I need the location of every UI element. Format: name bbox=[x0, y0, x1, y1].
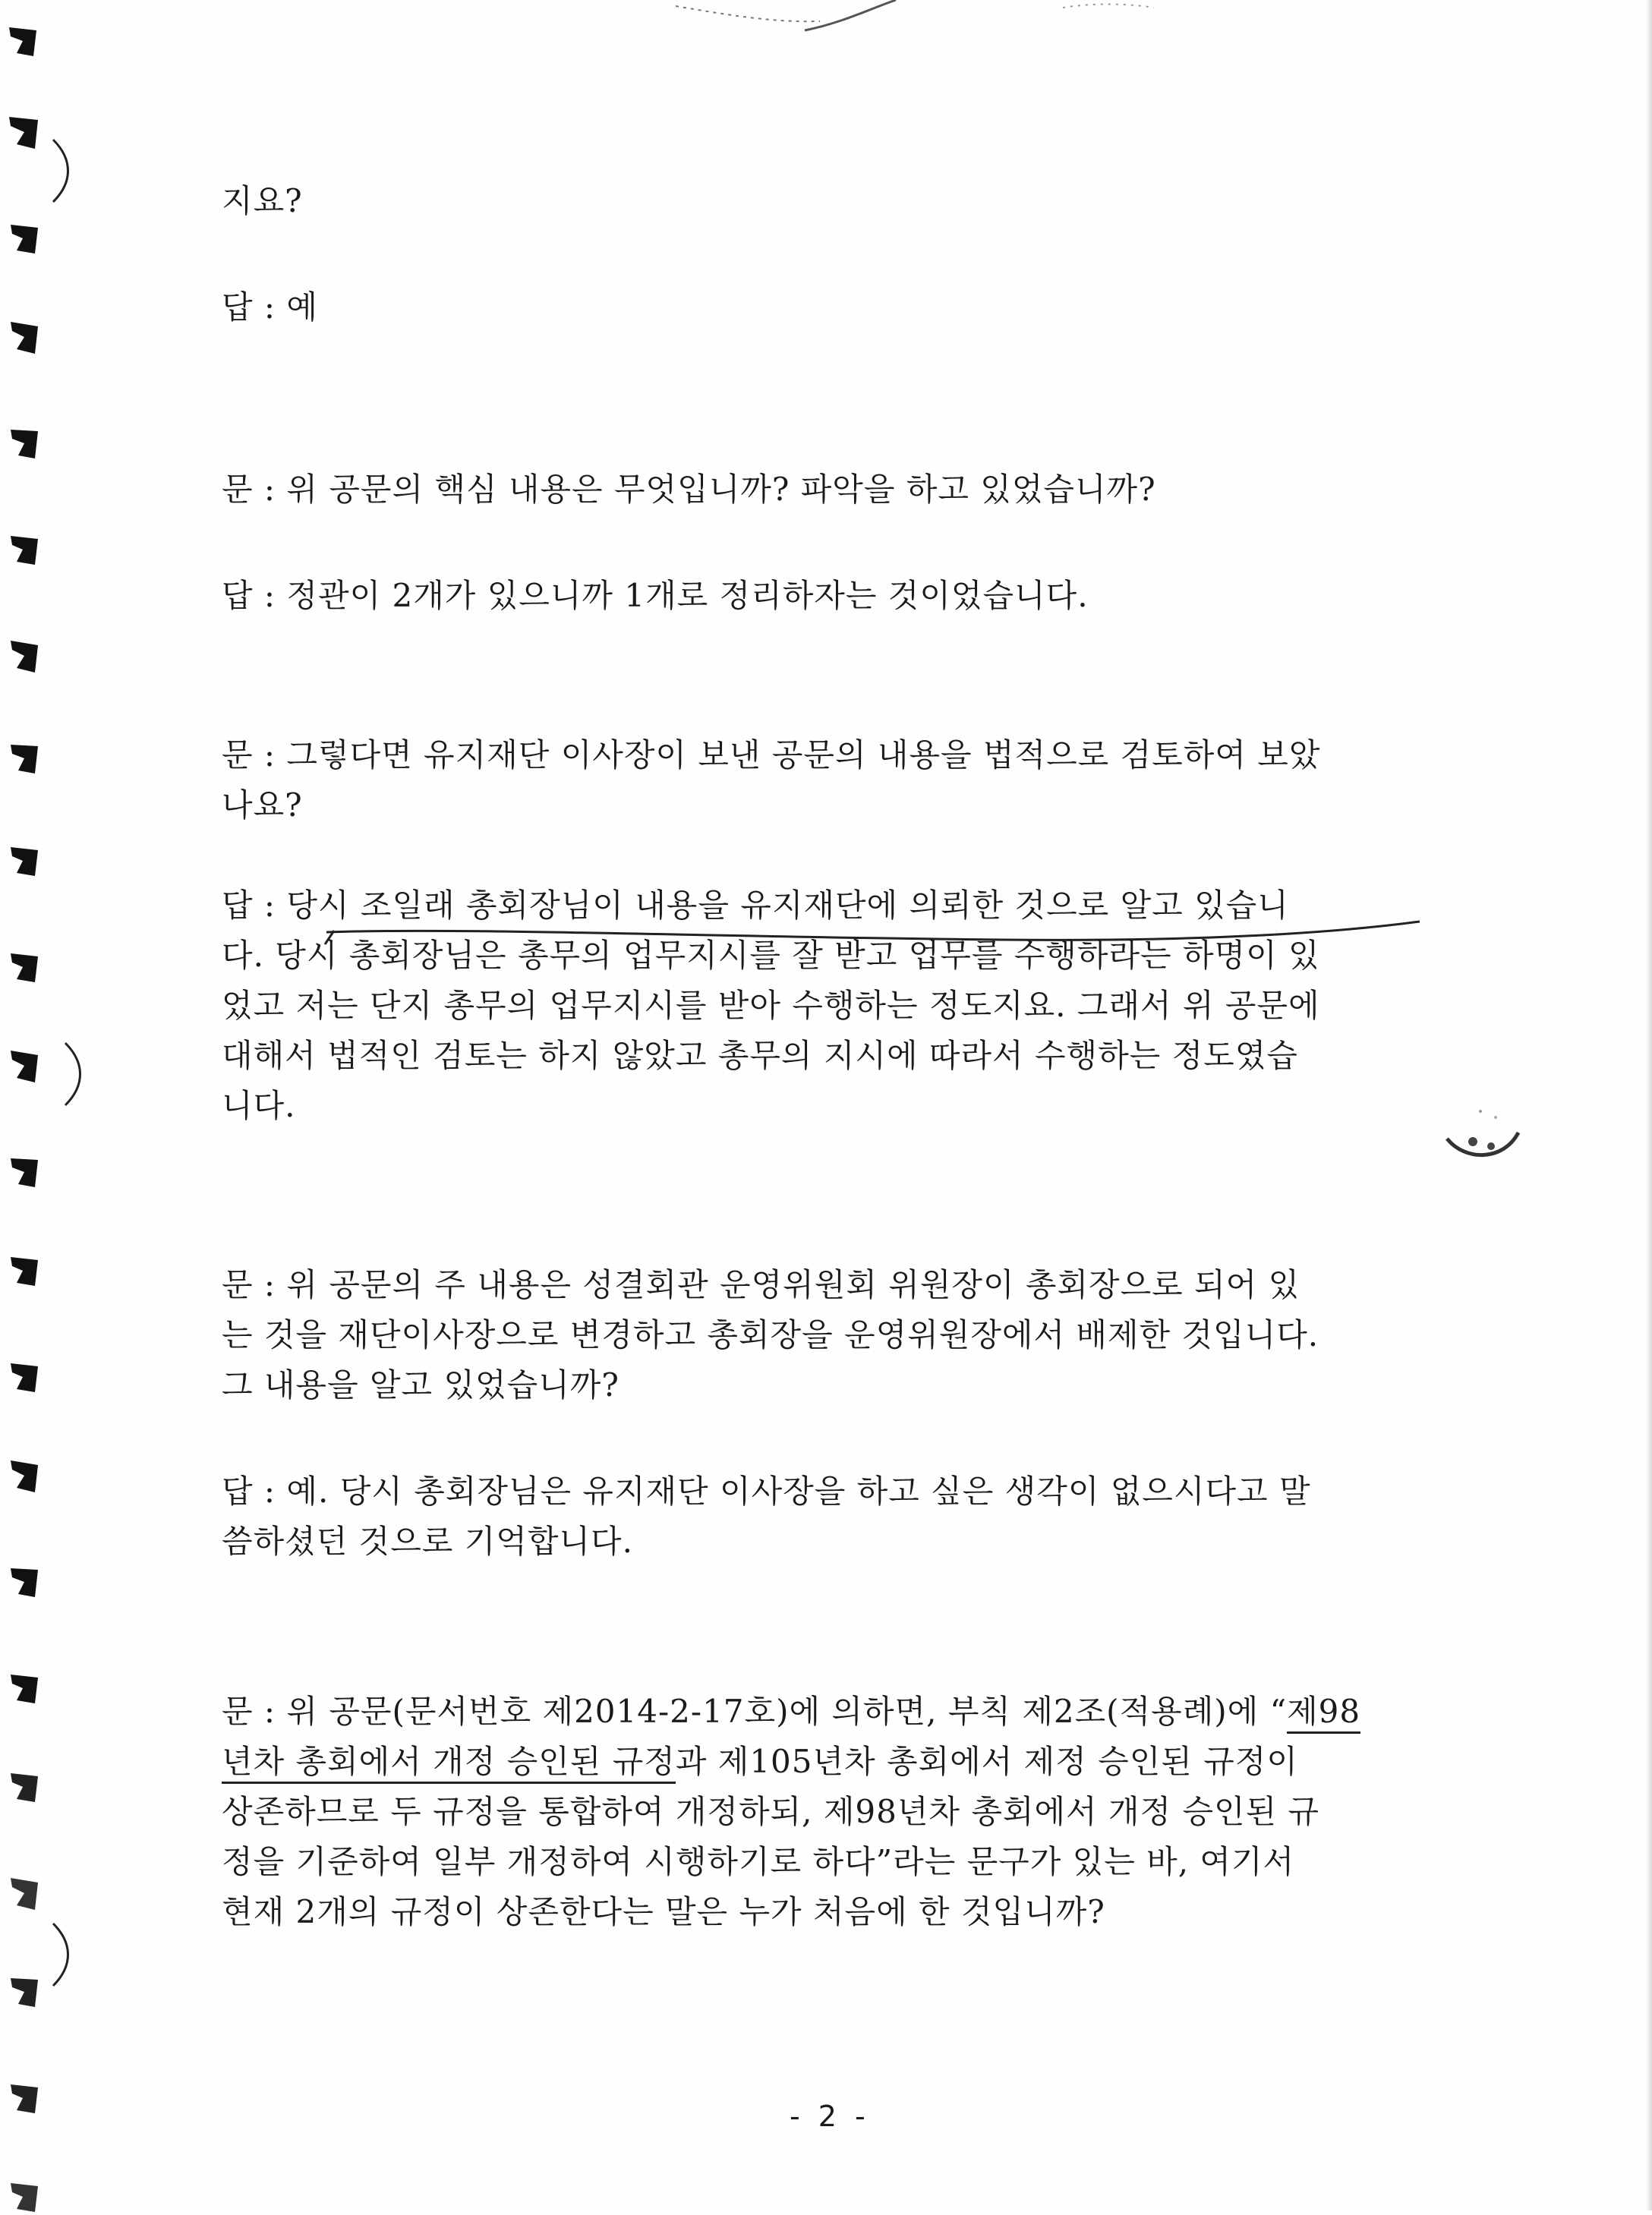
text-line: 정을 기준하여 일부 개정하여 시행하기로 하다”라는 문구가 있는 바, 여기서 bbox=[222, 1843, 1295, 1880]
text-line: 는 것을 재단이사장으로 변경하고 총회장을 운영위원장에서 배제한 것입니다. bbox=[222, 1316, 1319, 1353]
binding-hole-mark bbox=[6, 843, 50, 879]
text-line: 상존하므로 두 규정을 통합하여 개정하되, 제98년차 총회에서 개정 승인된 규 bbox=[222, 1793, 1320, 1830]
binding-hole-mark bbox=[6, 319, 50, 355]
answer-block bbox=[222, 282, 1421, 332]
binding-hole-mark bbox=[6, 1457, 50, 1494]
binding-hole-mark bbox=[6, 23, 50, 59]
binding-hole-mark bbox=[6, 1048, 50, 1084]
binding-hole-mark bbox=[6, 1564, 50, 1600]
page-number: - 2 - bbox=[790, 2100, 870, 2133]
answer-block bbox=[222, 571, 1421, 621]
binding-hole-mark bbox=[6, 2179, 50, 2215]
binding-hole-mark bbox=[6, 220, 50, 257]
binding-hole-mark bbox=[6, 1670, 50, 1706]
qa-block bbox=[222, 176, 1421, 226]
scribble-mark bbox=[668, 0, 1215, 38]
binding-hole-mark bbox=[6, 114, 50, 150]
text-segment: 과 제105년차 총회에서 제정 승인된 규정이 bbox=[675, 1743, 1298, 1780]
text-line: 현재 2개의 규정이 상존한다는 말은 누가 처음에 한 것입니까? bbox=[222, 1893, 1105, 1930]
text-line bbox=[222, 1687, 1421, 1737]
binding-hole-mark bbox=[6, 1769, 50, 1805]
text-line: 대해서 법적인 검토는 하지 않았고 총무의 지시에 따라서 수행하는 정도였습 bbox=[222, 1037, 1298, 1074]
binding-hole-mark bbox=[6, 1359, 50, 1395]
underlined-text: 제98 bbox=[1287, 1693, 1360, 1734]
text-line: 지요? bbox=[222, 182, 303, 219]
pen-mark bbox=[59, 1040, 90, 1108]
binding-hole-mark bbox=[6, 1252, 50, 1289]
text-line: 나요? bbox=[222, 786, 303, 824]
pen-mark bbox=[47, 1920, 77, 1989]
binding-hole-mark bbox=[6, 2080, 50, 2116]
text-line: 었고 저는 단지 총무의 업무지시를 받아 수행하는 정도지요. 그래서 위 공문에 bbox=[222, 987, 1320, 1024]
text-line bbox=[222, 1737, 1421, 1787]
stamp-smudge bbox=[1442, 1085, 1526, 1169]
text-line: 그 내용을 알고 있었습니까? bbox=[222, 1366, 620, 1404]
binding-hole-mark bbox=[6, 531, 50, 568]
text-line: 답 : 예 bbox=[222, 288, 318, 326]
binding-hole-mark bbox=[6, 1875, 50, 1911]
question-block bbox=[222, 730, 1421, 830]
binding-hole-mark bbox=[6, 1974, 50, 2010]
text-line: 다. 당시 총회장님은 총무의 업무지시를 잘 받고 업무를 수행하라는 하명이 있 bbox=[222, 937, 1320, 974]
underlined-text: 년차 총회에서 개정 승인된 규정 bbox=[222, 1743, 676, 1784]
answer-block bbox=[222, 1467, 1421, 1567]
question-block bbox=[222, 1260, 1421, 1410]
question-block bbox=[222, 1687, 1421, 1937]
binding-hole-mark bbox=[6, 425, 50, 462]
pen-mark bbox=[47, 137, 77, 205]
text-segment: 문 : 위 공문(문서번호 제2014-2-17호)에 의하면, 부칙 제2조(적용례)에 “ bbox=[222, 1693, 1288, 1730]
question-block bbox=[222, 465, 1421, 515]
text-line: 니다. bbox=[222, 1087, 296, 1124]
binding-hole-mark bbox=[6, 638, 50, 674]
text-line: 답 : 정관이 2개가 있으니까 1개로 정리하자는 것이었습니다. bbox=[222, 577, 1089, 614]
binding-hole-mark bbox=[6, 1154, 50, 1190]
text-line: 답 : 당시 조일래 총회장님이 내용을 유지재단에 의뢰한 것으로 알고 있습니 bbox=[222, 887, 1289, 924]
text-line: 답 : 예. 당시 총회장님은 유지재단 이사장을 하고 싶은 생각이 없으시다고 말 bbox=[222, 1473, 1311, 1510]
page-edge-shadow bbox=[1646, 0, 1652, 2210]
binding-hole-mark bbox=[6, 949, 50, 985]
text-line: 씀하셨던 것으로 기억합니다. bbox=[222, 1523, 633, 1560]
binding-hole-mark bbox=[6, 740, 50, 777]
answer-block bbox=[222, 881, 1421, 1131]
text-line: 문 : 그렇다면 유지재단 이사장이 보낸 공문의 내용을 법적으로 검토하여 보았 bbox=[222, 736, 1321, 774]
text-line: 문 : 위 공문의 주 내용은 성결회관 운영위원회 위원장이 총회장으로 되어 있 bbox=[222, 1266, 1300, 1303]
text-line: 문 : 위 공문의 핵심 내용은 무엇입니까? 파악을 하고 있었습니까? bbox=[222, 471, 1156, 508]
